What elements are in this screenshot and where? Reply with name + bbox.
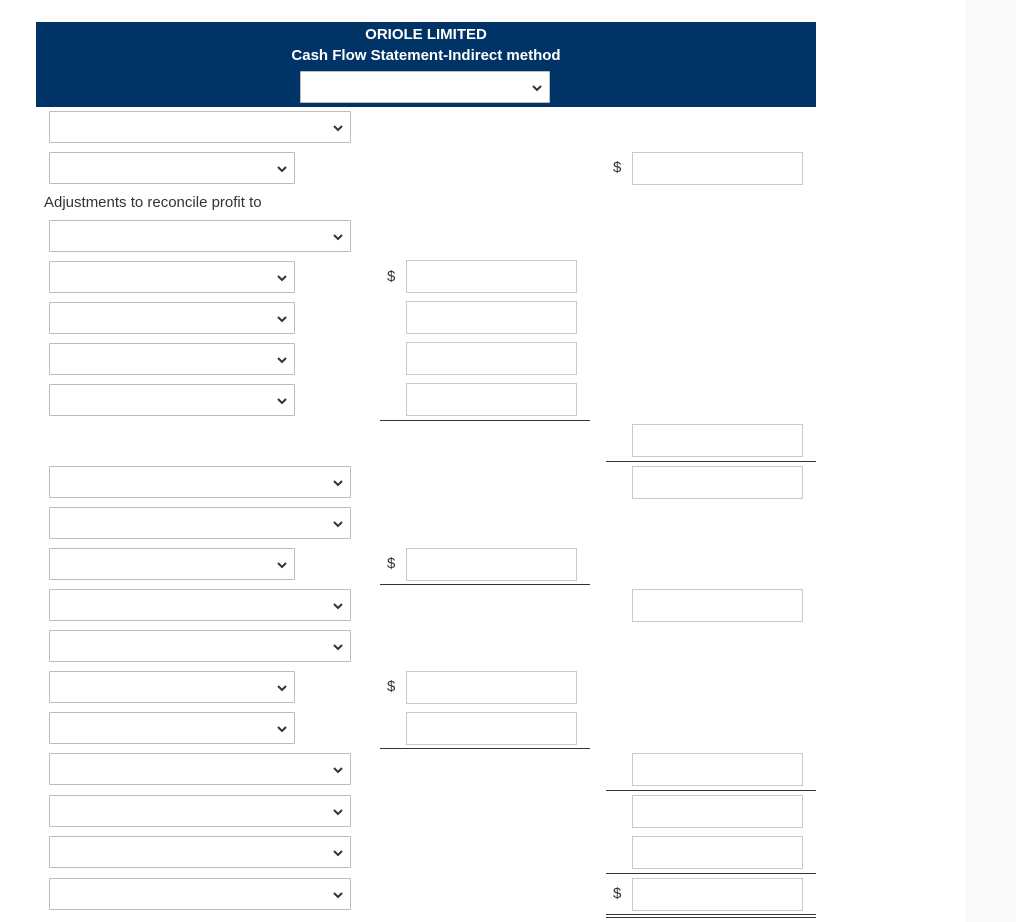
amount-input[interactable] [632, 589, 803, 622]
amount-input[interactable] [406, 301, 577, 334]
line-item-select[interactable] [49, 302, 295, 334]
company-name: ORIOLE LIMITED [365, 26, 487, 43]
chevron-down-icon [276, 313, 288, 325]
amount-input[interactable] [406, 342, 577, 375]
amount-input[interactable] [406, 260, 577, 293]
amount-input[interactable] [632, 795, 803, 828]
dollar-sign: $ [387, 268, 396, 285]
statement-title: Cash Flow Statement-Indirect method [291, 47, 561, 64]
chevron-down-icon [332, 641, 344, 653]
line-item-select[interactable] [49, 220, 351, 252]
amount-input[interactable] [632, 152, 803, 185]
subtotal-rule [380, 420, 590, 421]
chevron-down-icon [276, 163, 288, 175]
chevron-down-icon [276, 559, 288, 571]
subtotal-rule [380, 584, 590, 585]
amount-input[interactable] [632, 466, 803, 499]
line-item-select[interactable] [49, 878, 351, 910]
chevron-down-icon [276, 723, 288, 735]
amount-input[interactable] [632, 836, 803, 869]
subtotal-rule [380, 748, 590, 749]
total-rule [606, 790, 816, 791]
amount-input[interactable] [632, 878, 803, 911]
amount-input[interactable] [406, 383, 577, 416]
grand-total-double-rule [606, 914, 816, 918]
chevron-down-icon [332, 600, 344, 612]
amount-input[interactable] [632, 424, 803, 457]
amount-input[interactable] [406, 671, 577, 704]
chevron-down-icon [332, 122, 344, 134]
chevron-down-icon [332, 847, 344, 859]
line-item-select[interactable] [49, 261, 295, 293]
chevron-down-icon [276, 682, 288, 694]
line-item-select[interactable] [49, 111, 351, 143]
line-item-select[interactable] [49, 836, 351, 868]
line-item-select[interactable] [49, 712, 295, 744]
total-rule [606, 461, 816, 462]
dollar-sign: $ [387, 678, 396, 695]
line-item-select[interactable] [49, 630, 351, 662]
period-select[interactable] [300, 71, 550, 103]
amount-input[interactable] [406, 548, 577, 581]
chevron-down-icon [332, 518, 344, 530]
chevron-down-icon [332, 231, 344, 243]
line-item-select[interactable] [49, 152, 295, 184]
statement-header [36, 22, 816, 107]
chevron-down-icon [276, 272, 288, 284]
line-item-select[interactable] [49, 548, 295, 580]
amount-input[interactable] [406, 712, 577, 745]
dollar-sign: $ [613, 885, 622, 902]
chevron-down-icon [531, 82, 543, 94]
chevron-down-icon [332, 806, 344, 818]
line-item-select[interactable] [49, 466, 351, 498]
chevron-down-icon [332, 477, 344, 489]
dollar-sign: $ [613, 159, 622, 176]
dollar-sign: $ [387, 555, 396, 572]
line-item-select[interactable] [49, 753, 351, 785]
total-rule [606, 873, 816, 874]
adjustments-label: Adjustments to reconcile profit to [44, 194, 262, 211]
line-item-select[interactable] [49, 795, 351, 827]
line-item-select[interactable] [49, 671, 295, 703]
line-item-select[interactable] [49, 343, 295, 375]
chevron-down-icon [276, 354, 288, 366]
chevron-down-icon [332, 764, 344, 776]
amount-input[interactable] [632, 753, 803, 786]
chevron-down-icon [332, 889, 344, 901]
line-item-select[interactable] [49, 507, 351, 539]
line-item-select[interactable] [49, 384, 295, 416]
line-item-select[interactable] [49, 589, 351, 621]
chevron-down-icon [276, 395, 288, 407]
